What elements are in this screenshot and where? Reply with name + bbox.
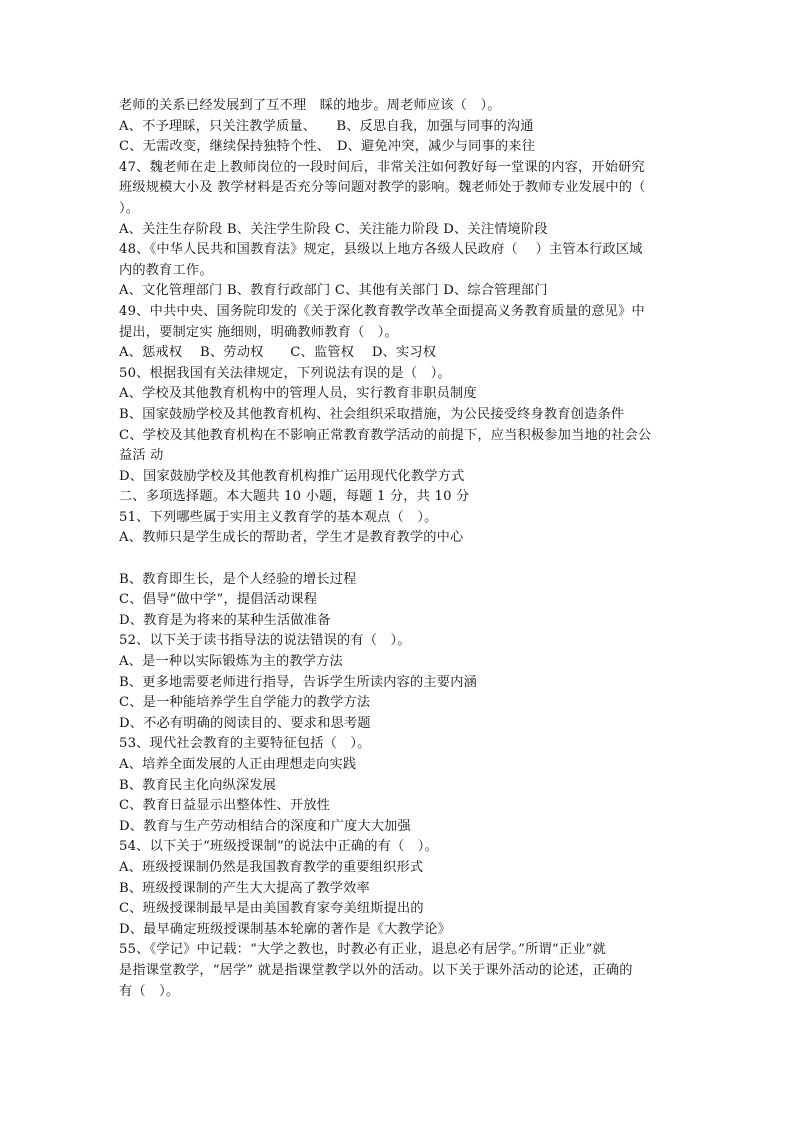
question-47-line: 47、魏老师在走上教师岗位的一段时间后，非常关注如何教好每一堂课的内容，开始研究 (119, 159, 645, 175)
question-48-line: 48、《中华人民共和国教育法》规定，县级以上地方各级人民政府（ ）主管本行政区域 (119, 242, 643, 258)
option-line: D、教育是为将来的某种生活做准备 (119, 612, 331, 628)
option-line: D、不必有明确的阅读目的、要求和思考题 (119, 715, 371, 731)
option-line: B、教育即生长，是个人经验的增长过程 (119, 571, 357, 587)
question-49-line: 49、中共中央、国务院印发的《关于深化教育教学改革全面提高义务教育质量的意见》中 (119, 303, 645, 319)
option-line: A、培养全面发展的人正由理想走向实践 (119, 757, 357, 772)
section-heading: 二、多项选择题。本大题共 10 小题，每题 1 分，共 10 分 (119, 489, 470, 505)
question-53-line: 53、现代社会教育的主要特征包括（ ）。 (119, 736, 371, 752)
text-line: 提出，要制定实 施细则，明确教师教育（ ）。 (119, 324, 398, 340)
option-line: A、是一种以实际锻炼为主的教学方法 (119, 654, 343, 670)
option-line: D、国家鼓励学校及其他教育机构推广运用现代化教学方式 (119, 468, 465, 484)
option-line: C、是一种能培养学生自学能力的教学方法 (119, 695, 371, 711)
text-line: 有（ ）。 (119, 983, 180, 999)
option-line: A、关注生存阶段 B、关注学生阶段 C、关注能力阶段 D、关注情境阶段 (119, 221, 548, 237)
option-line: A、教师只是学生成长的帮助者，学生才是教育教学的中心 (119, 530, 464, 546)
question-50-line: 50、根据我国有关法律规定，下列说法有误的是（ ）。 (119, 365, 451, 381)
option-line: A、文化管理部门 B、教育行政部门 C、其他有关部门 D、综合管理部门 (119, 283, 548, 299)
option-line: C、班级授课制最早是由美国教育家夸美纽斯提出的 (119, 901, 424, 917)
option-line: A、班级授课制仍然是我国教育教学的重要组织形式 (119, 859, 424, 875)
text-line: 内的教育工作。 (119, 262, 213, 278)
text-line: 班级规模大小及 教学材料是否充分等问题对教学的影响。魏老师处于教师专业发展中的（ (119, 180, 646, 196)
question-54-line: 54、以下关于“班级授课制”的说法中正确的有（ ）。 (119, 839, 438, 855)
option-line: A、不予理睬，只关注教学质量、 B、反思自我，加强与同事的沟通 (119, 118, 534, 134)
option-line: B、更多地需要老师进行指导，告诉学生所读内容的主要内涵 (119, 674, 477, 690)
text-line: 益活 动 (119, 448, 164, 464)
option-line: B、教育民主化向纵深发展 (119, 777, 277, 793)
document-body (119, 96, 679, 1002)
option-line: C、教育日益显示出整体性、开放性 (119, 798, 331, 814)
question-51-line: 51、下列哪些属于实用主义教育学的基本观点（ ）。 (119, 509, 438, 525)
question-55-line: 55、《学记》中记载：“大学之教也，时教必有正业，退息必有居学。”所谓“正业”就 (119, 942, 606, 958)
text-line: ）。 (119, 200, 140, 216)
option-line: B、班级授课制的产生大大提高了教学效率 (119, 880, 370, 896)
text-line: 是指课堂教学，“居学” 就是指课堂教学以外的活动。以下关于课外活动的论述，正确的 (119, 962, 633, 978)
text-line: 老师的关系已经发展到了互不理 睬的地步。周老师应该（ ）。 (119, 98, 501, 113)
option-line: C、无需改变，继续保持独特个性、 D、避免冲突，减少与同事的来往 (119, 139, 536, 155)
option-line: B、国家鼓励学校及其他教育机构、社会组织采取措施，为公民接受终身教育创造条件 (119, 406, 625, 422)
option-line: C、倡导“做中学”，提倡活动课程 (119, 592, 318, 608)
question-52-line: 52、以下关于读书指导法的说法错误的有（ ）。 (119, 633, 411, 649)
option-line: C、学校及其他教育机构在不影响正常教育教学活动的前提下，应当积极参加当地的社会公 (119, 427, 652, 443)
blank-line (119, 549, 679, 570)
option-line: D、教育与生产劳动相结合的深度和广度大大加强 (119, 818, 411, 834)
option-line: D、最早确定班级授课制基本轮廓的著作是《大教学论》 (119, 921, 452, 937)
option-line: A、学校及其他教育机构中的管理人员，实行教育非职员制度 (119, 386, 477, 402)
option-line: A、惩戒权 B、劳动权 C、监管权 D、实习权 (119, 345, 437, 361)
